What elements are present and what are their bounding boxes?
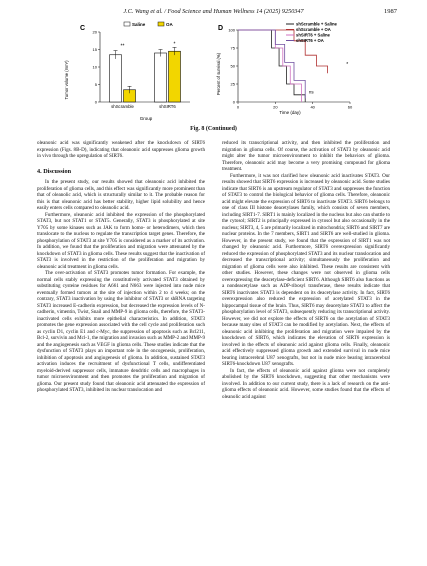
- survival-significance: ns: [308, 89, 314, 95]
- paragraph: The over-activation of STAT3 promotes tumor formation. For example, the normal cells stably expressing the constitutively activated STAT3 obtained by substituting cysteine residues for A661 and N663 were injected into nude mice eventually formed tumors at the site of injection within 2 to 4 weeks; on the contrary, STAT3 inactivation by using the inhibitor of STAT3 or shRNA targeting STAT3 increased E-cadherin expression, but decreased the expression levels of N-cadherin, vimentin, Twist, Snail and MMP-9 in glioma cells, therefore, the STAT3-inactivated cells exhibits more epithelial characteristics. In addition, STAT3 promotes the gene expression associated with the cell cycle and proliferation such as cyclin D1, cyclin E1 and c-Myc, the suppression of apoptosis such as Bcl211, Bcl-2, survivin and Mcl-1, the migration and invasion such as MMP-2 and MMP-9 and the angiogenesis such as VEGF in glioma cells. These studies indicate that the dysfunction of STAT3 plays an important role in the oncogenesis, proliferation, inhibition of apoptosis and angiogenesis of glioma. In addition, sustained STAT3 activation induces the recruitment of dysfunctional T cells, undifferentiated myeloid-derived suppressor cells, immature dendritic cells and macrophages in tumor microenvironment and then promotes the proliferation and migration of glioma. Our present study found that oleanonic acid attenuated the expression of phosphorylated STAT3, inhibited its nuclear translocation and: [37, 270, 205, 393]
- bar: [110, 55, 122, 102]
- survival-significance: *: [346, 62, 349, 68]
- section-heading: 4. Discussion: [37, 167, 72, 175]
- survival-y-tick-label: 100: [228, 27, 235, 33]
- bar-x-axis-label: Group: [139, 116, 153, 121]
- bar-y-tick-label: 0: [94, 99, 97, 105]
- left-column: [37, 140, 205, 394]
- paragraph: In the present study, our results showed that oleanonic acid inhibited the proliferation of glioma cells, and this effect was significantly more prominent than that of oleanolic acid, which is structurally similar to it. The probable reason for this is that oleanonic acid has better stability, higher lipid solubility and hence easily enters cells compared to oleanolic acid.: [37, 179, 205, 211]
- paragraph: Furthermore, it was not clarified how oleanonic acid inactivates STAT3. Our results showed that SIRT6 expression is increased by oleanonic acid. Some studies indicate that SIRT6 is an upstream regulator of STAT3 and suppresses the function of STAT3 to control the biological behavior of glioma cells. Therefore, oleanonic acid might elevate the expression of SIRT6 to inactivate STAT3. SIRT6 belongs to one of class III histone deacetylases family, which consists of seven members, including SIRT1-7. SIRT1 is mainly localized in the nucleus but also can shuttle to the cytosol; SIRT2 is principally expressed in cytosol but also occasionally in the nucleus; SIRT3, 4, 5 are primarily localized in mitochondria; SIRT6 and SIRT7 are nuclear proteins. In the 7 members, SIRT1 and SIRT6 are well-studied in glioma. However, in the present study, we found that the expression of SIRT1 was not changed by oleanonic acid. Furthermore, SIRT6 overexpression significantly reduced the expression of phosphorylated STAT3 and its nuclear translocation and decreased the transcriptional activity; simultaneously the proliferation and migration of glioma cells were also inhibited. These results are consistent with other studies. However, these changes were not observed in glioma cells overexpressing the deacetylase-deficient SIRT6. Although SIRT6 also functions as a nondeacetylase such as ADP-ribosyl transferase, these results indicate that SIRT6 inactivates STAT3 is dependent on its deacetylase activity. In fact, SIRT6 overexpression also reduced the expression of acetylated STAT3 in the hippocampal tissue of the brain. Thus, SIRT6 may deacetylate STAT3 to affect the phosphorylation level of STAT3, subsequently reducing its transcriptional activity. However, we did not explore the effects of SIRT6 on the acetylation of STAT3 because many sites of STAT3 can be modified by acetylation. Next, the effects of oleanonic acid inhibiting the proliferation and migration were impaired by the knockdown of SIRT6, which indicates the elevation of SIRT6 expression is involved in the effects of oleanonic acid against glioma cells. Finally, oleanonic acid effectively suppressed glioma growth and extended survival in nude mice bearing intracerebral U87 xenografts, but not in nude mice bearing intracerebral SIRT6-knockdown U87 xenografts.: [222, 172, 390, 367]
- survival-y-tick-label: 75: [230, 45, 235, 51]
- bar-y-tick-label: 5: [94, 82, 97, 87]
- survival-y-tick-label: 25: [230, 81, 235, 87]
- significance-mark: **: [120, 43, 125, 50]
- legend-swatch-saline: [124, 22, 130, 26]
- journal-citation: J.C. Wang et al. / Food Science and Human Wellness 14 (2025) 9250347: [123, 8, 304, 15]
- figure-caption: Fig. 8 (Continued): [190, 126, 237, 132]
- bar: [155, 53, 167, 102]
- survival-x-tick-label: 60: [347, 104, 353, 110]
- bar-marks: [110, 41, 181, 102]
- legend-entry: shSIRT6 + OA: [296, 38, 324, 43]
- page-number: 1987: [384, 8, 397, 15]
- survival-x-tick-label: 40: [310, 104, 315, 110]
- paragraph: In fact, the effects of oleanonic acid against glioma were not completely abolished by the SIRT6 knockdown, suggesting that other mechanisms were involved. In addition to our current study, there is a lack of research on the anti-glioma effects of oleanonic acid. However, some studies found that the effects of oleanolic acid against: [222, 367, 390, 400]
- figure-8-panels: [60, 16, 360, 122]
- bar-y-axis-label: Tumor volume (mm³): [64, 60, 69, 100]
- panel-c-label: C: [80, 25, 86, 32]
- survival-x-tick-label: 0: [236, 104, 240, 110]
- significance-mark: *: [173, 41, 176, 48]
- bar-category-label: shScramble: [111, 104, 134, 109]
- bar-y-tick-label: 15: [92, 47, 97, 52]
- legend-entry: shScramble + Saline: [296, 21, 337, 27]
- bar-y-tick-label: 10: [92, 64, 97, 70]
- legend-swatch-oa: [158, 22, 164, 26]
- bar-y-tick-label: 20: [92, 29, 97, 35]
- survival-y-axis-label: Percent of survival (%): [216, 52, 221, 96]
- legend-saline: Saline: [132, 22, 146, 27]
- survival-y-tick-label: 0: [232, 99, 235, 105]
- legend-entry: shScramble + OA: [296, 27, 331, 32]
- bar-category-label: shSIRT6: [159, 104, 176, 109]
- legend-oa: OA: [166, 22, 173, 27]
- survival-x-axis-label: Time (day): [279, 110, 301, 115]
- survival-x-tick-label: 20: [273, 104, 278, 110]
- paragraph: reduced its transcriptional activity, and then inhibited the proliferation and migration in glioma cells. Of course, the activation of STAT3 by oleanonic acid might alter the tumor microenvironment to inhibit the behaviors of glioma. Therefore, oleanonic acid may become a very promising compound for glioma treatment.: [222, 140, 390, 172]
- legend-entry: shSIRT6 + Saline: [296, 32, 330, 38]
- right-column: [222, 140, 390, 400]
- paragraph: Furthermore, oleanonic acid inhibited the expression of the phosphorylated STAT3, but not STAT1 or STAT5. Generally, STAT3 is phosphorylated at site Y705 by some kinases such as JAK to form homo- or heterodimers, which then translocate to the nucleus to regulate the transcription target genes. Therefore, the phosphorylation of STAT3 at site Y705 is considered as a marker of its activation. In addition, we found that the proliferation and migration were attenuated by the knockdown of STAT3 in glioma cells. These results suggest that the inactivation of STAT3 is involved in the restriction of the proliferation and migration by oleanonic acid treatment in glioma cells.: [37, 211, 205, 270]
- bar-legend: [124, 22, 174, 27]
- panel-d-label: D: [218, 25, 224, 32]
- paragraph: oleanonic acid was significantly weakened after the knockdown of SIRT6 expression (Figs. 8B-D), indicating that oleanonic acid suppresses glioma growth in vivo through the upregulation of SIRT6.: [37, 140, 205, 159]
- survival-y-tick-label: 50: [230, 63, 235, 69]
- bar: [169, 51, 181, 102]
